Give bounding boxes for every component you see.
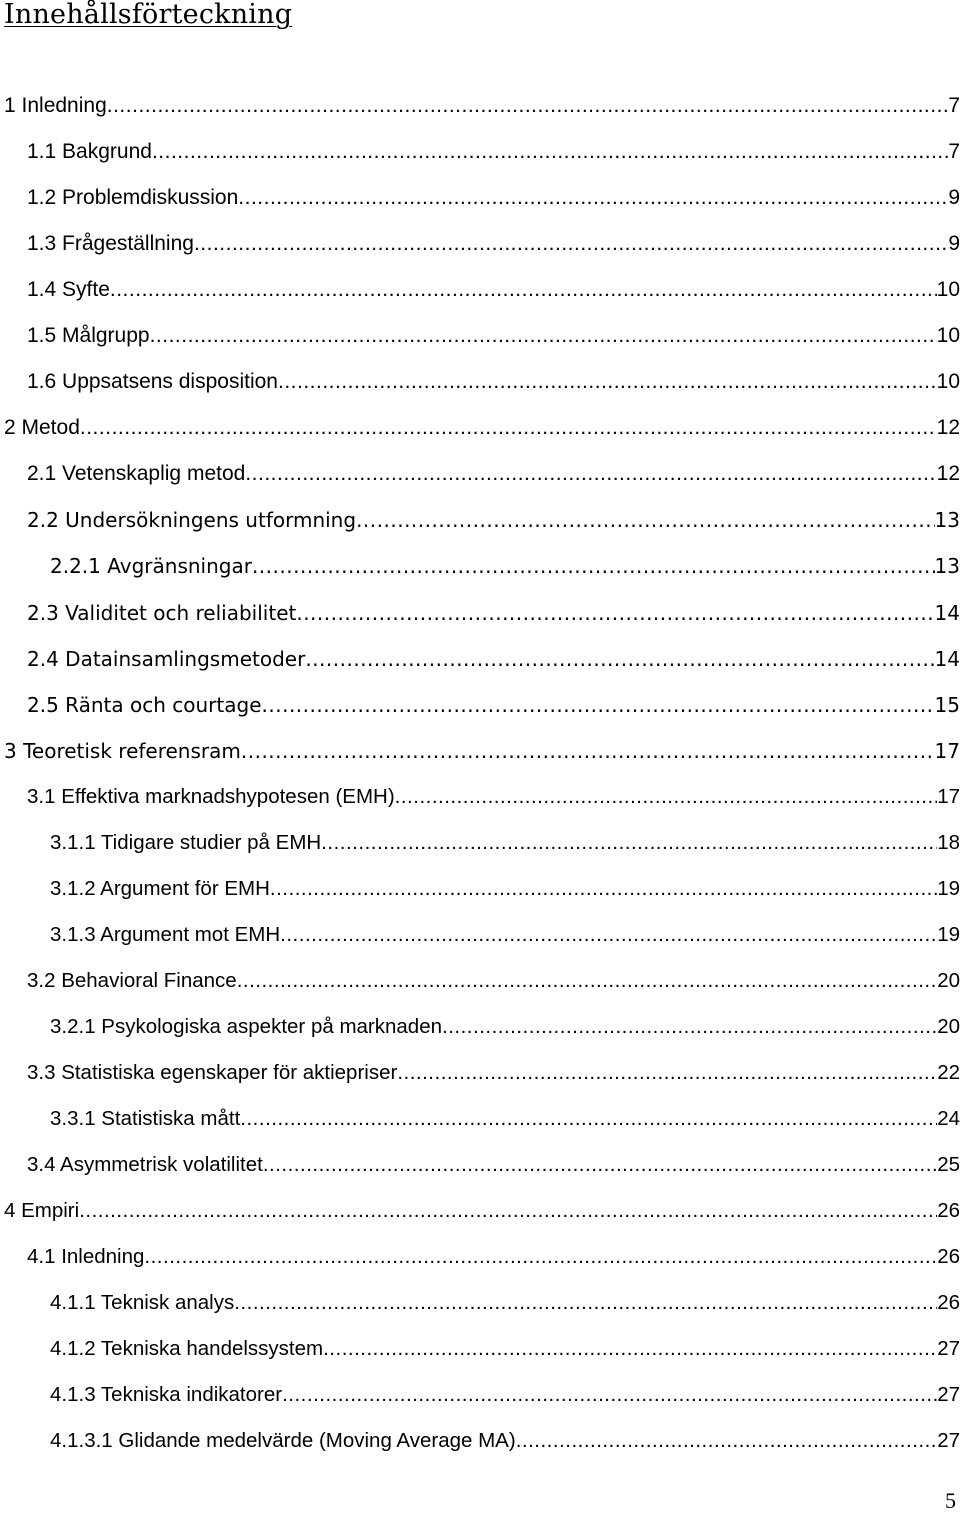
- dot-leader: [150, 322, 937, 350]
- toc-entry-page[interactable]: 14: [934, 600, 960, 625]
- toc-entry-page[interactable]: 19: [937, 922, 960, 946]
- toc-entry[interactable]: [0, 779, 960, 825]
- toc-entry-title[interactable]: 4.1.3.1 Glidande medelvärde (Moving Average MA): [50, 1429, 516, 1453]
- toc-entry-title[interactable]: 3.3.1 Statistiska mått: [50, 1107, 241, 1131]
- toc-entry[interactable]: [0, 825, 960, 871]
- toc-entry-line[interactable]: [27, 1243, 960, 1271]
- toc-entry-title[interactable]: 2.5 Ränta och courtage: [27, 692, 262, 717]
- dot-leader: [442, 1013, 937, 1041]
- toc-entry-line[interactable]: [27, 506, 960, 534]
- toc-entry[interactable]: [0, 1055, 960, 1101]
- dot-leader: [234, 1289, 937, 1317]
- dot-leader: [296, 599, 934, 627]
- toc-entry[interactable]: [0, 272, 960, 318]
- toc-entry-line[interactable]: [50, 1289, 960, 1317]
- dot-leader: [237, 967, 938, 995]
- toc-entry[interactable]: [0, 226, 960, 272]
- toc-entry-title[interactable]: 3.1.2 Argument för EMH: [50, 876, 270, 900]
- toc-entry[interactable]: [0, 733, 960, 779]
- toc-entry-line[interactable]: [4, 737, 960, 765]
- toc-entry[interactable]: [0, 548, 960, 594]
- dot-leader: [280, 921, 937, 949]
- toc-entry-title[interactable]: 1.6 Uppsatsens disposition: [27, 370, 278, 394]
- toc-entry-line[interactable]: [50, 1013, 960, 1041]
- toc-entry-line[interactable]: [27, 368, 960, 396]
- toc-entry[interactable]: [0, 1331, 960, 1377]
- toc-entry-title[interactable]: 4.1.3 Tekniska indikatorer: [50, 1383, 283, 1407]
- toc-entry[interactable]: [0, 1377, 960, 1423]
- toc-entry-line[interactable]: [27, 184, 960, 212]
- toc-entry[interactable]: [0, 134, 960, 180]
- toc-entry-line[interactable]: [27, 783, 960, 811]
- dot-leader: [194, 230, 948, 258]
- toc-entry-title[interactable]: 3.2 Behavioral Finance: [27, 968, 237, 992]
- dot-leader: [263, 1151, 937, 1179]
- toc-entry-title[interactable]: 2.1 Vetenskaplig metod: [27, 462, 246, 486]
- toc-entry-page[interactable]: 18: [937, 830, 960, 854]
- toc-entry-page[interactable]: 27: [937, 1337, 960, 1361]
- toc-entry-line[interactable]: [50, 875, 960, 903]
- toc-entry-title[interactable]: 1.4 Syfte: [27, 278, 110, 302]
- toc-entry[interactable]: [0, 410, 960, 456]
- toc-entry[interactable]: [0, 318, 960, 364]
- toc-entry-title[interactable]: 4 Empiri: [4, 1199, 80, 1223]
- toc-entry-line[interactable]: [4, 414, 960, 442]
- toc-entry-line[interactable]: [4, 1197, 960, 1225]
- toc-entry-title[interactable]: 2.2 Undersökningens utformning: [27, 508, 357, 533]
- toc-entry[interactable]: [0, 456, 960, 502]
- toc-entry-title[interactable]: 1.1 Bakgrund: [27, 140, 152, 164]
- toc-entry-title[interactable]: 2.4 Datainsamlingsmetoder: [27, 646, 306, 671]
- toc-list: [0, 88, 960, 1469]
- toc-entry-title[interactable]: 4.1.2 Tekniska handelssystem: [50, 1337, 324, 1361]
- toc-entry-page[interactable]: 10: [936, 278, 960, 302]
- dot-leader: [80, 414, 937, 442]
- toc-entry-page[interactable]: 27: [937, 1429, 960, 1453]
- toc-entry[interactable]: [0, 180, 960, 226]
- toc-entry[interactable]: [0, 641, 960, 687]
- toc-entry[interactable]: [0, 917, 960, 963]
- dot-leader: [252, 552, 935, 580]
- toc-entry-line[interactable]: [27, 322, 960, 350]
- toc-entry-line[interactable]: [27, 967, 960, 995]
- toc-entry-page[interactable]: 24: [937, 1107, 960, 1131]
- toc-entry-title[interactable]: 2.3 Validitet och reliabilitet: [27, 600, 297, 625]
- toc-entry[interactable]: [0, 364, 960, 410]
- dot-leader: [356, 506, 934, 534]
- toc-heading: Innehållsförteckning: [4, 0, 293, 30]
- toc-entry-line[interactable]: [50, 1335, 960, 1363]
- dot-leader: [152, 138, 948, 166]
- toc-entry-line[interactable]: [50, 1105, 960, 1133]
- toc-entry-page[interactable]: 20: [937, 1014, 960, 1038]
- toc-entry-line[interactable]: [50, 1427, 960, 1455]
- dot-leader: [270, 875, 937, 903]
- toc-entry-line[interactable]: [50, 1381, 960, 1409]
- toc-entry-page[interactable]: 13: [934, 554, 960, 579]
- toc-entry-page[interactable]: 7: [948, 94, 960, 117]
- toc-entry-title[interactable]: 3 Teoretisk referensram: [4, 738, 241, 763]
- dot-leader: [79, 1197, 937, 1225]
- toc-entry-title[interactable]: 1.5 Målgrupp: [27, 324, 150, 348]
- toc-entry-title[interactable]: 4.1 Inledning: [27, 1245, 145, 1269]
- toc-entry[interactable]: [0, 595, 960, 641]
- toc-entry-page[interactable]: 20: [937, 968, 960, 992]
- dot-leader: [282, 1381, 937, 1409]
- toc-entry-line[interactable]: [27, 691, 960, 719]
- toc-entry[interactable]: [0, 1193, 960, 1239]
- toc-entry-page[interactable]: 26: [937, 1199, 960, 1223]
- toc-entry-page[interactable]: 22: [937, 1060, 960, 1084]
- toc-entry-line[interactable]: [27, 276, 960, 304]
- dot-leader: [397, 1059, 937, 1087]
- toc-entry[interactable]: [0, 1285, 960, 1331]
- toc-entry-title[interactable]: 1.2 Problemdiskussion: [27, 186, 239, 210]
- page-number: 5: [945, 1488, 956, 1513]
- toc-entry-page[interactable]: 17: [934, 738, 960, 763]
- toc-entry-page[interactable]: 26: [937, 1291, 960, 1315]
- toc-entry-title[interactable]: 2 Metod: [4, 416, 80, 440]
- toc-entry-title[interactable]: 3.1.3 Argument mot EMH: [50, 922, 281, 946]
- dot-leader: [240, 1105, 937, 1133]
- toc-entry-title[interactable]: 4.1.1 Teknisk analys: [50, 1291, 235, 1315]
- toc-entry[interactable]: [0, 502, 960, 548]
- toc-entry[interactable]: [0, 1423, 960, 1469]
- dot-leader: [278, 368, 937, 396]
- toc-entry[interactable]: [0, 687, 960, 733]
- toc-entry[interactable]: [0, 1009, 960, 1055]
- toc-entry-page[interactable]: 12: [936, 462, 960, 486]
- toc-entry-line[interactable]: [50, 829, 960, 857]
- toc-entry-page[interactable]: 10: [936, 324, 960, 348]
- toc-entry-page[interactable]: 15: [934, 692, 960, 717]
- toc-entry-line[interactable]: [50, 552, 960, 580]
- dot-leader: [241, 737, 935, 765]
- toc-entry-page[interactable]: 12: [936, 416, 960, 440]
- dot-leader: [305, 645, 934, 673]
- toc-entry-page[interactable]: 26: [937, 1245, 960, 1269]
- toc-entry-line[interactable]: [27, 645, 960, 673]
- toc-entry-title[interactable]: 3.1.1 Tidigare studier på EMH: [50, 830, 322, 854]
- toc-entry-line[interactable]: [27, 599, 960, 627]
- toc-entry[interactable]: [0, 1239, 960, 1285]
- toc-entry-page[interactable]: 27: [937, 1383, 960, 1407]
- dot-leader: [516, 1427, 938, 1455]
- dot-leader: [110, 276, 937, 304]
- toc-entry-title[interactable]: 3.1 Effektiva marknadshypotesen (EMH): [27, 784, 395, 808]
- toc-entry-line[interactable]: [27, 138, 960, 166]
- toc-entry-page[interactable]: 10: [936, 370, 960, 394]
- toc-entry-page[interactable]: 14: [934, 646, 960, 671]
- dot-leader: [262, 691, 935, 719]
- toc-entry-page[interactable]: 9: [948, 186, 960, 210]
- toc-entry-title[interactable]: 2.2.1 Avgränsningar: [50, 554, 252, 579]
- toc-entry-title[interactable]: 3.3 Statistiska egenskaper för aktiepriser: [27, 1060, 398, 1084]
- toc-entry-page[interactable]: 17: [937, 784, 960, 808]
- toc-entry-title[interactable]: 3.2.1 Psykologiska aspekter på marknaden: [50, 1014, 443, 1038]
- toc-entry-page[interactable]: 13: [934, 508, 960, 533]
- dot-leader: [321, 829, 937, 857]
- dot-leader: [238, 184, 948, 212]
- dot-leader: [144, 1243, 937, 1271]
- toc-entry[interactable]: [0, 963, 960, 1009]
- toc-entry[interactable]: [0, 88, 960, 134]
- toc-entry-line[interactable]: [27, 460, 960, 488]
- toc-entry-line[interactable]: [27, 230, 960, 258]
- toc-entry-page[interactable]: 7: [948, 140, 960, 164]
- toc-entry-title[interactable]: 1.3 Frågeställning: [27, 232, 194, 256]
- toc-entry-line[interactable]: [4, 92, 960, 120]
- toc-entry-title[interactable]: 1 Inledning: [4, 94, 107, 117]
- toc-entry[interactable]: [0, 1101, 960, 1147]
- toc-entry-title[interactable]: 3.4 Asymmetrisk volatilitet: [27, 1153, 263, 1177]
- dot-leader: [245, 460, 936, 488]
- toc-entry-line[interactable]: [27, 1059, 960, 1087]
- toc-entry-line[interactable]: [50, 921, 960, 949]
- toc-entry-page[interactable]: 9: [948, 232, 960, 256]
- dot-leader: [395, 783, 938, 811]
- toc-entry-page[interactable]: 25: [937, 1153, 960, 1177]
- dot-leader: [323, 1335, 937, 1363]
- toc-entry-page[interactable]: 19: [937, 876, 960, 900]
- toc-entry-line[interactable]: [27, 1151, 960, 1179]
- toc-entry[interactable]: [0, 1147, 960, 1193]
- dot-leader: [107, 92, 949, 120]
- toc-entry[interactable]: [0, 871, 960, 917]
